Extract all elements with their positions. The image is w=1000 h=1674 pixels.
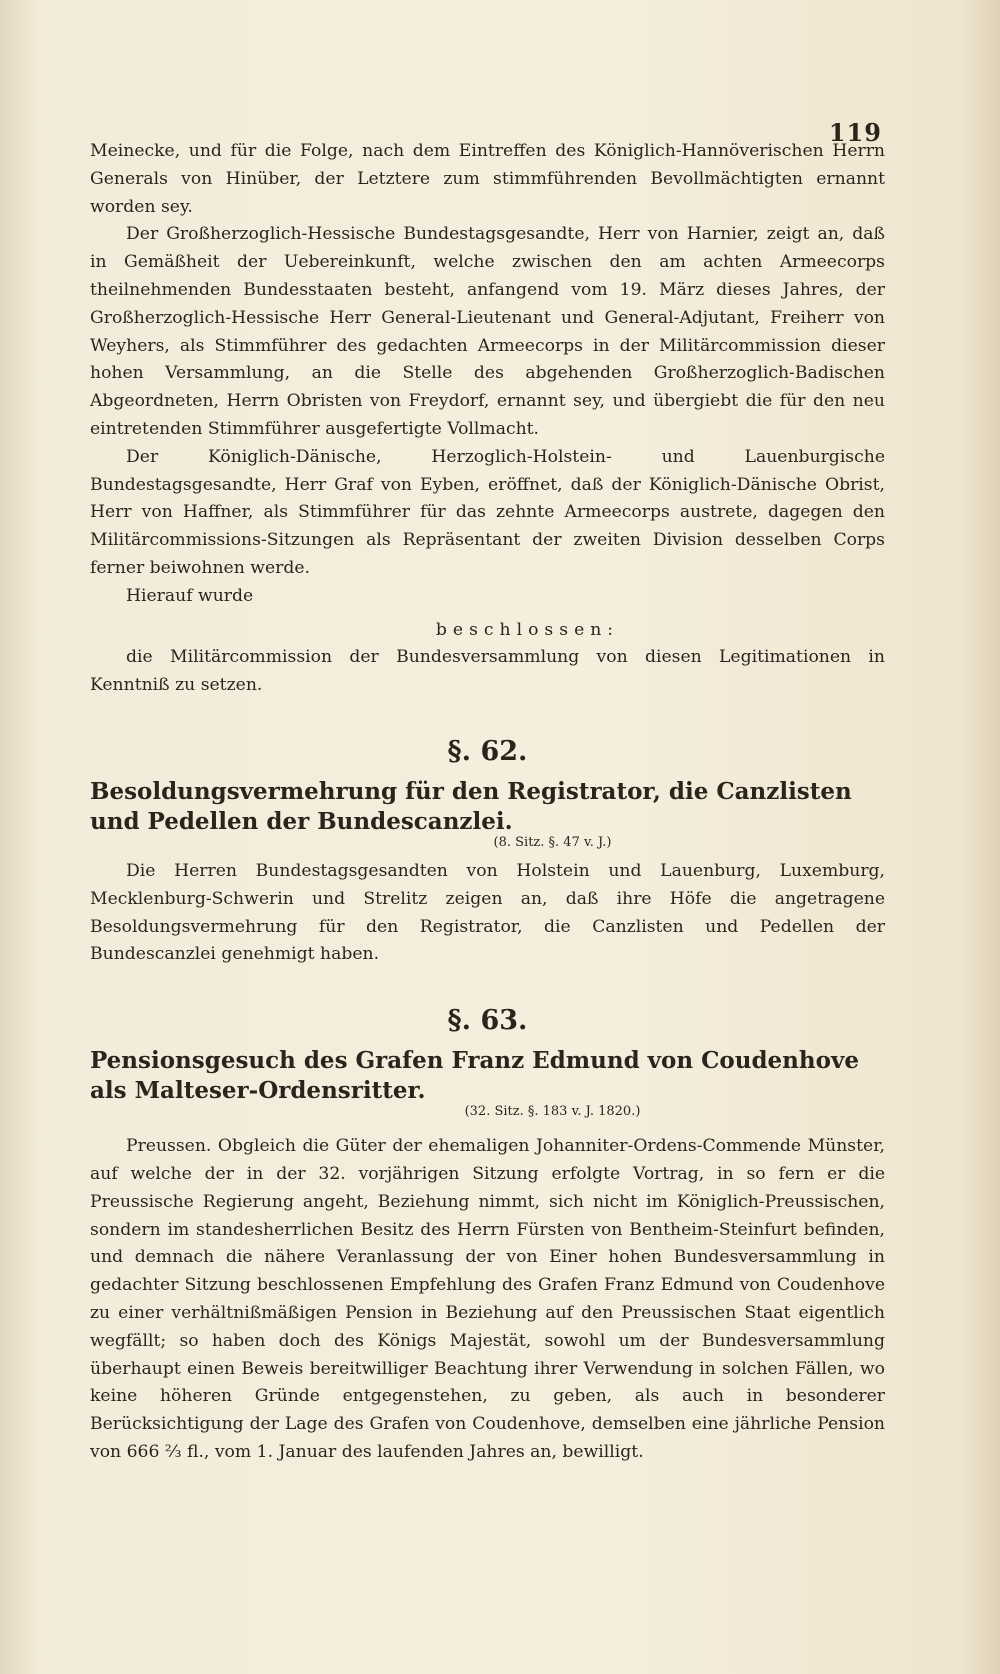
section-63-reference: (32. Sitz. §. 183 v. J. 1820.) <box>464 1104 641 1120</box>
page-content <box>90 138 885 1467</box>
resolution-text: die Militärcommission der Bundesversammlung von diesen Legitimationen in Kenntniß zu setzen. <box>90 647 885 696</box>
section-62-title: Besoldungsvermehrung für den Registrator, die Canzlisten und Pedellen der Bundescanzlei. <box>90 777 852 835</box>
decision-word: beschlossen: <box>435 619 620 640</box>
paragraph: Hierauf wurde <box>126 585 254 606</box>
section-63-title: Pensionsgesuch des Grafen Franz Edmund von Coudenhove als Malteser-Ordensritter. <box>90 1047 859 1105</box>
section-62-reference: (8. Sitz. §. 47 v. J.) <box>493 834 612 850</box>
page-number: 119 <box>828 118 882 147</box>
section-62-number: §. 62. <box>447 735 528 767</box>
paragraph: Der Königlich-Dänische, Herzoglich-Holstein- und Lauenburgische Bundestagsgesandte, Herr Graf von Eyben, eröffnet, daß der Königlich-Dänische Obrist, Herr von Haffner, als Stimmführer für das zehnte Armeecorps austrete, dagegen den Militärcommissions-Sitzungen als Repräsentant der zweiten Division desselben Corps ferner beiwohnen werde. <box>90 446 885 578</box>
section-63-number: §. 63. <box>447 1005 528 1037</box>
paragraph: Der Großherzoglich-Hessische Bundestagsgesandte, Herr von Harnier, zeigt an, daß in Gemäßheit der Uebereinkunft, welche zwischen den am achten Armeecorps theilnehmenden Bundesstaaten besteht, anfangend vom 19. März dieses Jahres, der Großherzoglich-Hessische Herr General-Lieutenant und General-Adjutant, Freiherr von Weyhers, als Stimmführer des gedachten Armeecorps in der Militärcommission dieser hohen Versammlung, an die Stelle des abgehenden Großherzoglich-Badischen Abgeordneten, Herrn Obristen von Freydorf, ernannt sey, und übergiebt die für den neu eintretenden Stimmführer ausgefertigte Vollmacht. <box>90 224 885 439</box>
section-63-text: Preussen. Obgleich die Güter der ehemaligen Johanniter-Ordens-Commende Münster, auf welche der in der 32. vorjährigen Sitzung erfolgte Vortrag, in so fern er die Preussische Regierung angeht, Beziehung nimmt, sich nicht im Königlich-Preussischen, sondern im standesherrlichen Besitz des Herrn Fürsten von Bentheim-Steinfurt befinden, und demnach die nähere Veranlassung der von Einer hohen Bundesversammlung in gedachter Sitzung beschlossenen Empfehlung des Grafen Franz Edmund von Coudenhove zu einer verhältnißmäßigen Pension in Beziehung auf den Preussischen Staat eigentlich wegfällt; so haben doch des Königs Majestät, sowohl um der Bundesversammlung überhaupt einen Beweis bereitwilliger Beachtung ihrer Verwendung in solchen Fällen, wo keine höheren Gründe entgegenstehen, zu geben, als auch in besonderer Berücksichtigung der Lage des Grafen von Coudenhove, demselben eine jährliche Pension von 666 ⅔ fl., vom 1. Januar des laufenden Jahres an, bewilligt. <box>90 1136 885 1462</box>
section-62-text: Die Herren Bundestagsgesandten von Holstein und Lauenburg, Luxemburg, Mecklenburg-Schwerin und Strelitz zeigen an, daß ihre Höfe die angetragene Besoldungsvermehrung für den Registrator, die Canzlisten und Pedellen der Bundescanzlei genehmigt haben. <box>90 860 885 965</box>
paragraph: Meinecke, und für die Folge, nach dem Eintreffen des Königlich-Hannöverischen Herrn Generals von Hinüber, der Letztere zum stimmführenden Bevollmächtigten ernannt worden sey. <box>90 141 885 217</box>
